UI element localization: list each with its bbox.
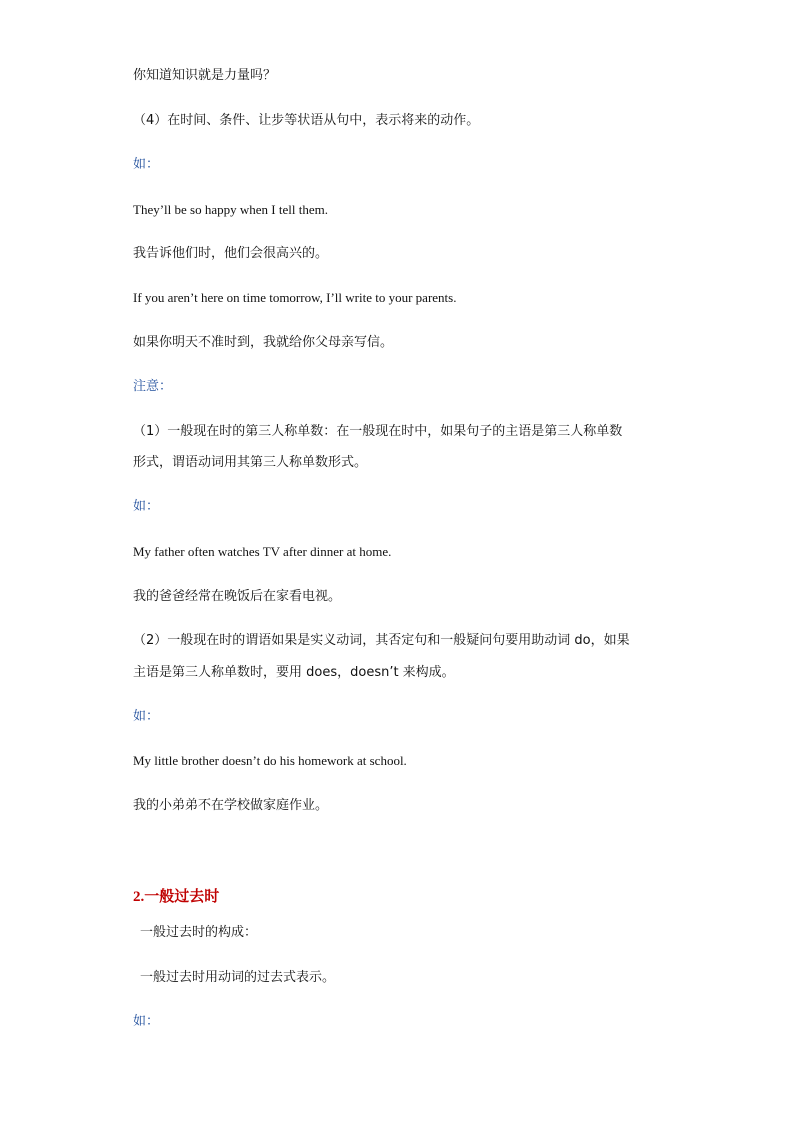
text-line: 一般过去时的构成： [140,925,258,940]
example-sentence-en: If you aren’t here on time tomorrow, I’ll write to your parents. [133,290,457,305]
example-translation-cn: 我的爸爸经常在晚饭后在家看电视。 [133,589,342,604]
note-label: 注意： [133,379,173,394]
text-line: 一般过去时用动词的过去式表示。 [140,970,336,985]
example-sentence-en: They’ll be so happy when I tell them. [133,202,328,217]
rule-line-continued: 形式，谓语动词用其第三人称单数形式。 [133,455,368,470]
section-heading: 2.一般过去时 [133,889,220,905]
example-label: 如： [133,499,160,514]
example-translation-cn: 如果你明天不准时到，我就给你父母亲写信。 [133,335,394,350]
rule-line-continued: 主语是第三人称单数时，要用 does，doesn’t 来构成。 [133,665,455,680]
rule-line: （1）一般现在时的第三人称单数：在一般现在时中，如果句子的主语是第三人称单数 [133,424,623,439]
example-translation-cn: 我告诉他们时，他们会很高兴的。 [133,246,329,261]
example-translation-cn: 我的小弟弟不在学校做家庭作业。 [133,798,329,813]
rule-line: （2）一般现在时的谓语如果是实义动词，其否定句和一般疑问句要用助动词 do，如果 [133,633,630,648]
example-sentence-en: My father often watches TV after dinner at home. [133,544,392,559]
rule-line: （4）在时间、条件、让步等状语从句中，表示将来的动作。 [133,113,480,128]
example-label: 如： [133,1014,160,1029]
text-line: 你知道知识就是力量吗？ [133,68,277,83]
example-label: 如： [133,157,160,172]
example-sentence-en: My little brother doesn’t do his homework at school. [133,753,407,768]
example-label: 如： [133,709,160,724]
